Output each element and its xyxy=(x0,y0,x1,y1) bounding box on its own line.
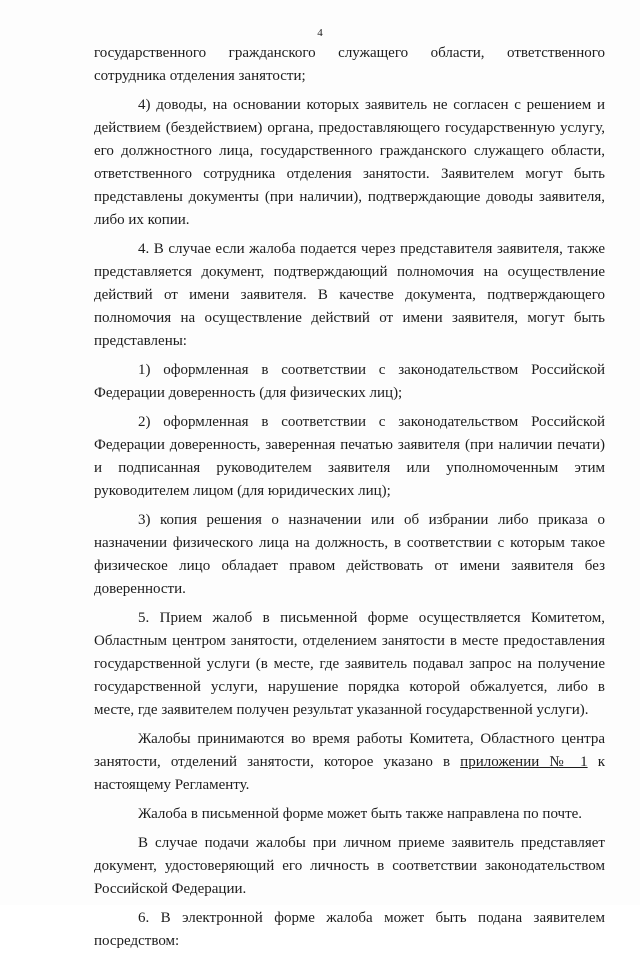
paragraph: 1) оформленная в соответствии с законодательством Российской Федерации доверенность (для физических лиц); xyxy=(94,362,605,401)
paragraph: 5. Прием жалоб в письменной форме осуществляется Комитетом, Областным центром занятости, отделением занятости в месте предоставления государственной услуги (в месте, где заявитель подавал запрос на получение государственной услуги, нарушение порядка которой обжалуется, либо в месте, где заявителем получен результат указанной государственной услуги). xyxy=(94,610,605,718)
paragraph: государственного гражданского служащего области, ответственного сотрудника отделения занятости; xyxy=(94,45,605,84)
page-number: 4 xyxy=(317,27,323,39)
paragraph: 6. В электронной форме жалоба может быть подана заявителем посредством: xyxy=(94,910,605,949)
paragraph: 4) доводы, на основании которых заявитель не согласен с решением и действием (бездействием) органа, предоставляющего государственную услугу, его должностного лица, государственного гражданского служащего области, ответственного сотрудника отделения занятости. Заявителем могут быть представлены документы (при наличии), подтверждающие доводы заявителя, либо их копии. xyxy=(94,97,605,228)
paragraph: 4. В случае если жалоба подается через представителя заявителя, также представляется документ, подтверждающий полномочия на осуществление действий от имени заявителя. В качестве документа, подтверждающего полномочия на осуществление действий от имени заявителя, могут быть представлены: xyxy=(94,241,605,349)
paragraph-text: Жалобы принимаются во время работы Комитета, Областного центра занятости, отделений занятости, которое указано в xyxy=(94,731,605,770)
paragraph xyxy=(94,728,605,797)
paragraph: Жалоба в письменной форме может быть также направлена по почте. xyxy=(138,806,583,822)
paragraph-text: к настоящему Регламенту. xyxy=(94,754,605,793)
paragraph: 3) копия решения о назначении или об избрании либо приказа о назначении физического лица на должность, в соответствии с которым такое физическое лицо обладает правом действовать от имени заявителя без доверенности. xyxy=(94,512,605,597)
paragraph: 2) оформленная в соответствии с законодательством Российской Федерации доверенность, заверенная печатью заявителя (при наличии печати) и подписанная руководителем заявителя или уполномоченным этим руководителем лицом (для юридических лиц); xyxy=(94,414,605,499)
document-body xyxy=(94,42,605,953)
paragraph: В случае подачи жалобы при личном приеме заявитель представляет документ, удостоверяющий его личность в соответствии законодательством Российской Федерации. xyxy=(94,835,605,897)
appendix-link[interactable]: приложении № 1 xyxy=(460,754,588,770)
